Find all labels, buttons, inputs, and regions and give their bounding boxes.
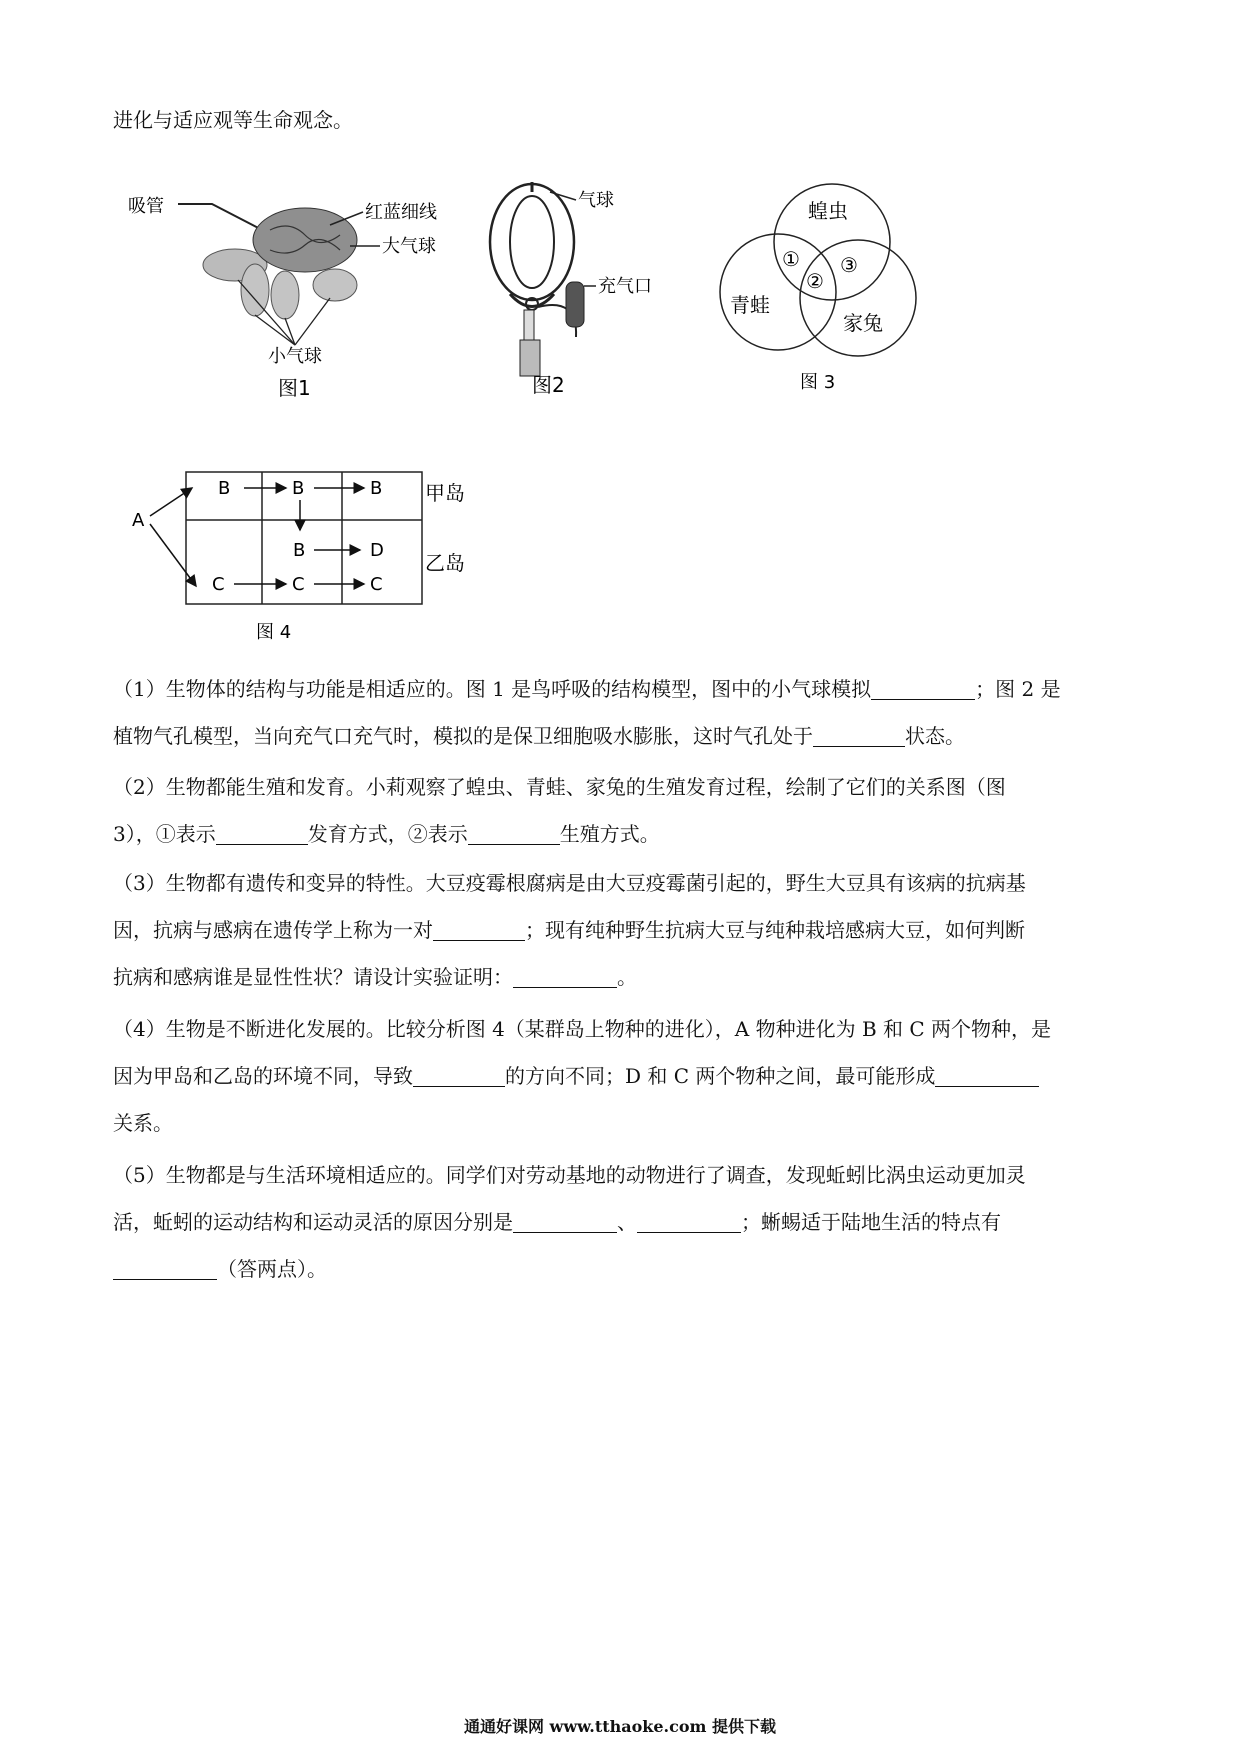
answer-blank[interactable] (813, 726, 905, 747)
q2-text: 3），①表示 (113, 822, 216, 846)
fig1-label-straw: 吸管 (128, 196, 164, 217)
answer-blank[interactable] (433, 920, 525, 941)
q3-text: 。 (617, 965, 637, 989)
answer-blank[interactable] (468, 824, 560, 845)
venn-mark-2: ② (806, 269, 824, 293)
fig4-island-yi: 乙岛 (425, 551, 465, 575)
q3-text: 抗病和感病谁是显性性状？请设计实验证明： (113, 965, 513, 989)
fig1-label-small: 小气球 (268, 346, 322, 367)
fig4-node-B: B (292, 478, 305, 499)
question-5 (113, 1152, 1133, 1293)
q1-text: 植物气孔模型，当向充气口充气时，模拟的是保卫细胞吸水膨胀，这时气孔处于 (113, 724, 813, 748)
fig4-node-B: B (370, 478, 383, 499)
fig2-tube (524, 310, 534, 340)
q5-text: （答两点）。 (217, 1257, 327, 1281)
fig4-node-C: C (212, 574, 225, 595)
fig4-node-D: D (370, 540, 384, 561)
fig1-small-balloon (241, 264, 269, 316)
q5-text: 活，蚯蚓的运动结构和运动灵活的原因分别是 (113, 1210, 513, 1234)
venn-label-locust: 蝗虫 (808, 199, 848, 223)
fig2-label-inlet: 充气口 (598, 276, 652, 297)
q2-text: 生殖方式。 (559, 822, 660, 846)
q4-text: （4）生物是不断进化发展的。比较分析图 4（某群岛上物种的进化），A 物种进化为 B 和 C 两个物种，是 (113, 1017, 1052, 1041)
answer-blank[interactable] (871, 679, 975, 700)
answer-blank[interactable] (637, 1212, 741, 1233)
fig2-leader (550, 192, 576, 200)
question-1 (113, 666, 1133, 760)
question-3 (113, 860, 1133, 1001)
fig4-arrow (150, 524, 196, 586)
q2-text: （2）生物都能生殖和发育。小莉观察了蝗虫、青蛙、家兔的生殖发育过程，绘制了它们的关系图（图 (113, 775, 1006, 799)
fig1-caption: 图1 (278, 376, 311, 400)
q3-text: ；现有纯种野生抗病大豆与纯种栽培感病大豆，如何判断 (525, 918, 1025, 942)
q1-text: （1）生物体的结构与功能是相适应的。图 1 是鸟呼吸的结构模型，图中的小气球模拟 (113, 677, 872, 701)
q5-text: 、 (617, 1210, 637, 1234)
q4-text: 的方向不同；D 和 C 两个物种之间，最可能形成 (505, 1064, 936, 1088)
intro-line: 进化与适应观等生命观念。 (113, 108, 353, 132)
figure-4-island-evolution (120, 460, 480, 650)
fig1-label-big: 大气球 (382, 236, 436, 257)
fig2-label-balloon: 气球 (578, 190, 614, 211)
answer-blank[interactable] (413, 1066, 505, 1087)
fig1-small-balloon (271, 271, 299, 319)
q4-text: 关系。 (113, 1111, 173, 1135)
answer-blank[interactable] (513, 1212, 617, 1233)
fig4-label-A: A (132, 510, 145, 531)
q2-text: 发育方式，②表示 (307, 822, 468, 846)
answer-blank[interactable] (935, 1066, 1039, 1087)
answer-blank[interactable] (513, 967, 617, 988)
venn-label-frog: 青蛙 (730, 293, 770, 317)
q5-text: （5）生物都是与生活环境相适应的。同学们对劳动基地的动物进行了调查，发现蚯蚓比涡虫运动更加灵 (113, 1163, 1026, 1187)
figure-3-venn-diagram (700, 180, 940, 400)
fig4-island-jia: 甲岛 (425, 481, 465, 505)
fig2-inlet (566, 282, 584, 327)
fig1-label-thread: 红蓝细线 (365, 202, 437, 223)
fig2-inner-balloon (510, 196, 554, 288)
fig4-node-B: B (218, 478, 231, 499)
fig2-caption: 图2 (532, 373, 565, 397)
venn-mark-1: ① (782, 247, 800, 271)
figure-1-bird-lung-model (120, 190, 480, 410)
fig4-node-C: C (292, 574, 305, 595)
fig4-caption: 图 4 (256, 622, 292, 643)
fig1-leader (295, 298, 330, 345)
q4-text: 因为甲岛和乙岛的环境不同，导致 (113, 1064, 413, 1088)
question-4 (113, 1006, 1133, 1147)
fig4-node-C: C (370, 574, 383, 595)
question-2 (113, 764, 1133, 858)
q1-text: ；图 2 是 (975, 677, 1061, 701)
footer-source: 通通好课网 www.tthaoke.com 提供下载 (463, 1717, 777, 1736)
answer-blank[interactable] (113, 1259, 217, 1280)
venn-label-rabbit: 家兔 (843, 311, 883, 335)
fig1-small-balloon (313, 269, 357, 301)
fig2-stand (520, 340, 540, 376)
fig2-outer-balloon (490, 184, 574, 300)
answer-blank[interactable] (216, 824, 308, 845)
fig3-caption: 图 3 (800, 372, 836, 393)
fig1-big-balloon (253, 208, 357, 272)
q5-text: ；蜥蜴适于陆地生活的特点有 (741, 1210, 1001, 1234)
q3-text: 因，抗病与感病在遗传学上称为一对 (113, 918, 433, 942)
venn-mark-3: ③ (840, 253, 858, 277)
figure-2-stoma-model (480, 182, 680, 412)
q3-text: （3）生物都有遗传和变异的特性。大豆疫霉根腐病是由大豆疫霉菌引起的，野生大豆具有该病的抗病基 (113, 871, 1026, 895)
fig4-node-B: B (293, 540, 306, 561)
q1-text: 状态。 (905, 724, 965, 748)
